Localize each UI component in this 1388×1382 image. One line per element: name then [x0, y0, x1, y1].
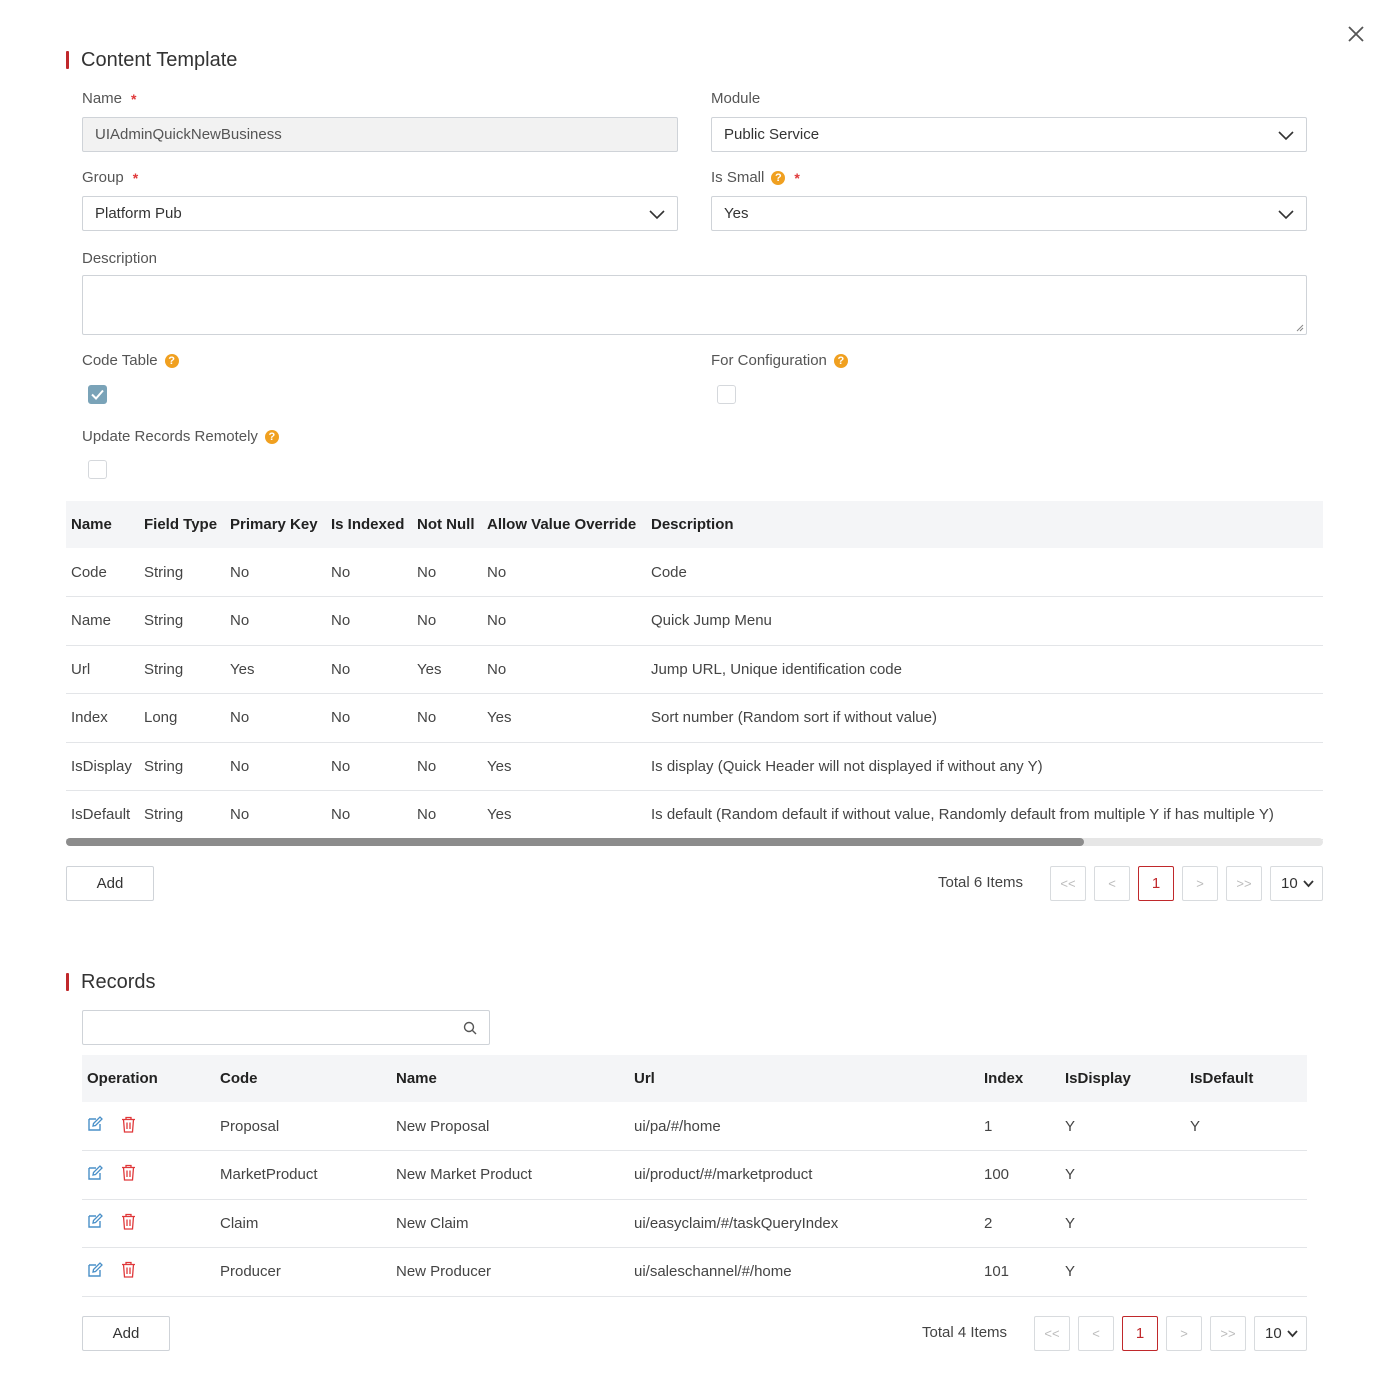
name-label-text: Name	[82, 90, 123, 107]
close-button[interactable]	[1344, 22, 1368, 46]
update-records-checkbox[interactable]	[88, 460, 107, 479]
col-header-allow-value-override[interactable]: Allow Value Override	[482, 501, 646, 548]
cell-name: New Proposal	[391, 1102, 629, 1151]
next-page-button[interactable]: >	[1166, 1316, 1202, 1351]
cell-description: Quick Jump Menu	[646, 597, 1323, 646]
content-template-heading	[66, 48, 237, 72]
cell-url: ui/easyclaim/#/taskQueryIndex	[629, 1199, 979, 1248]
cell-url: ui/product/#/marketproduct	[629, 1151, 979, 1200]
cell-is-indexed: No	[326, 597, 412, 646]
table-row[interactable]	[66, 597, 1323, 646]
name-label	[82, 90, 136, 107]
col-header-description[interactable]: Description	[646, 501, 1323, 548]
last-page-button[interactable]: >>	[1226, 866, 1262, 901]
page-size-select[interactable]	[1254, 1316, 1307, 1351]
col-header-primary-key[interactable]: Primary Key	[225, 501, 326, 548]
edit-icon[interactable]	[87, 1213, 103, 1233]
is-small-select[interactable]	[711, 196, 1307, 231]
heading-accent-bar	[66, 51, 69, 69]
page-size-value: 10	[1281, 875, 1298, 892]
cell-not-null: No	[412, 694, 482, 743]
page-1-button[interactable]: 1	[1122, 1316, 1158, 1351]
cell-is-indexed: No	[326, 645, 412, 694]
horizontal-scrollbar[interactable]	[66, 838, 1323, 846]
name-field[interactable]	[82, 117, 678, 152]
required-mark: *	[132, 169, 139, 186]
cell-index: 2	[979, 1199, 1060, 1248]
fields-total-count: Total 6 Items	[938, 874, 1024, 891]
cell-name: New Market Product	[391, 1151, 629, 1200]
table-row[interactable]	[66, 548, 1323, 597]
cell-primary-key: No	[225, 791, 326, 840]
cell-field-type: Long	[139, 694, 225, 743]
table-row[interactable]	[82, 1151, 1307, 1200]
col-header-name[interactable]: Name	[66, 501, 139, 548]
chevron-down-icon	[1303, 879, 1314, 888]
col-header-isdefault[interactable]: IsDefault	[1185, 1055, 1307, 1102]
records-title: Records	[81, 970, 156, 993]
is-small-select-value: Yes	[724, 205, 749, 222]
cell-name: IsDefault	[66, 791, 139, 840]
cell-allow-value-override: Yes	[482, 742, 646, 791]
add-record-button[interactable]: Add	[82, 1316, 170, 1351]
search-text-input[interactable]	[83, 1011, 443, 1044]
cell-not-null: No	[412, 742, 482, 791]
cell-not-null: No	[412, 791, 482, 840]
cell-isdisplay: Y	[1060, 1199, 1185, 1248]
page-size-value: 10	[1265, 1325, 1282, 1342]
table-row[interactable]	[82, 1199, 1307, 1248]
required-mark: *	[794, 169, 800, 186]
cell-isdefault	[1185, 1151, 1307, 1200]
group-select[interactable]	[82, 196, 678, 231]
edit-icon[interactable]	[87, 1262, 103, 1282]
col-header-field-type[interactable]: Field Type	[139, 501, 225, 548]
cell-is-indexed: No	[326, 548, 412, 597]
cell-is-indexed: No	[326, 742, 412, 791]
cell-index: 101	[979, 1248, 1060, 1297]
edit-icon[interactable]	[87, 1116, 103, 1136]
prev-page-button[interactable]: <	[1078, 1316, 1114, 1351]
table-row[interactable]	[66, 694, 1323, 743]
trash-icon[interactable]	[121, 1261, 136, 1282]
group-label	[82, 169, 138, 186]
cell-index: 1	[979, 1102, 1060, 1151]
col-header-is-indexed[interactable]: Is Indexed	[326, 501, 412, 548]
cell-field-type: String	[139, 791, 225, 840]
table-row[interactable]	[66, 645, 1323, 694]
cell-not-null: No	[412, 548, 482, 597]
last-page-button[interactable]: >>	[1210, 1316, 1246, 1351]
records-heading	[66, 970, 155, 994]
for-configuration-label	[711, 352, 848, 369]
col-header-url[interactable]: Url	[629, 1055, 979, 1102]
group-label-text: Group	[82, 169, 124, 186]
code-table-checkbox[interactable]	[88, 385, 107, 404]
cell-url: ui/saleschannel/#/home	[629, 1248, 979, 1297]
cell-isdisplay: Y	[1060, 1151, 1185, 1200]
cell-name: IsDisplay	[66, 742, 139, 791]
for-configuration-label-text: For Configuration	[711, 352, 827, 369]
table-row[interactable]	[82, 1248, 1307, 1297]
table-row[interactable]	[66, 791, 1323, 840]
add-field-button[interactable]: Add	[66, 866, 154, 901]
cell-name: Name	[66, 597, 139, 646]
description-label	[82, 250, 157, 267]
col-header-name[interactable]: Name	[391, 1055, 629, 1102]
cell-operation	[82, 1199, 215, 1248]
page-size-select[interactable]	[1270, 866, 1323, 901]
col-header-isdisplay[interactable]: IsDisplay	[1060, 1055, 1185, 1102]
description-textarea[interactable]	[82, 275, 1307, 335]
cell-isdefault	[1185, 1199, 1307, 1248]
cell-primary-key: Yes	[225, 645, 326, 694]
checkmark-icon	[91, 389, 104, 400]
update-records-label	[82, 428, 279, 445]
module-select-value: Public Service	[724, 126, 820, 143]
module-label	[711, 90, 760, 107]
cell-allow-value-override: No	[482, 548, 646, 597]
is-small-label-text: Is Small	[711, 169, 765, 186]
chevron-down-icon	[1278, 207, 1294, 221]
cell-description: Is display (Quick Header will not displayed if without any Y)	[646, 742, 1323, 791]
cell-operation	[82, 1102, 215, 1151]
cell-index: 100	[979, 1151, 1060, 1200]
cell-isdefault: Y	[1185, 1102, 1307, 1151]
required-mark: *	[131, 90, 137, 107]
cell-allow-value-override: No	[482, 597, 646, 646]
table-row[interactable]	[66, 742, 1323, 791]
page-1-button[interactable]: 1	[1138, 866, 1174, 901]
cell-name: New Claim	[391, 1199, 629, 1248]
first-page-button[interactable]: <<	[1050, 866, 1086, 901]
resize-grip-icon[interactable]	[1296, 324, 1304, 332]
cell-description: Is default (Random default if without value, Randomly default from multiple Y if has multiple Y)	[646, 791, 1323, 840]
for-configuration-checkbox[interactable]	[717, 385, 736, 404]
trash-icon[interactable]	[121, 1213, 136, 1234]
name-field-value: UIAdminQuickNewBusiness	[95, 126, 282, 143]
help-icon[interactable]: ?	[165, 354, 179, 368]
cell-operation	[82, 1248, 215, 1297]
help-icon[interactable]: ?	[834, 354, 848, 368]
fields-table-header	[66, 501, 1323, 548]
cell-name: Url	[66, 645, 139, 694]
cell-not-null: Yes	[412, 645, 482, 694]
cell-allow-value-override: Yes	[482, 791, 646, 840]
cell-name: Code	[66, 548, 139, 597]
help-icon[interactable]: ?	[771, 171, 785, 185]
chevron-down-icon	[649, 207, 665, 221]
page-title: Content Template	[81, 48, 238, 71]
cell-description: Sort number (Random sort if without value)	[646, 694, 1323, 743]
cell-operation	[82, 1151, 215, 1200]
col-header-code[interactable]: Code	[215, 1055, 391, 1102]
cell-field-type: String	[139, 645, 225, 694]
col-header-operation: Operation	[82, 1055, 215, 1102]
cell-field-type: String	[139, 548, 225, 597]
cell-isdefault	[1185, 1248, 1307, 1297]
cell-code: Claim	[215, 1199, 391, 1248]
cell-isdisplay: Y	[1060, 1102, 1185, 1151]
cell-code: MarketProduct	[215, 1151, 391, 1200]
records-table-header	[82, 1055, 1307, 1102]
cell-description: Code	[646, 548, 1323, 597]
cell-url: ui/pa/#/home	[629, 1102, 979, 1151]
module-select[interactable]	[711, 117, 1307, 152]
prev-page-button[interactable]: <	[1094, 866, 1130, 901]
search-icon[interactable]	[463, 1021, 477, 1035]
cell-primary-key: No	[225, 694, 326, 743]
records-table	[82, 1055, 1307, 1297]
group-select-value: Platform Pub	[95, 205, 182, 222]
cell-allow-value-override: Yes	[482, 694, 646, 743]
scrollbar-thumb[interactable]	[66, 838, 1084, 846]
next-page-button[interactable]: >	[1182, 866, 1218, 901]
cell-primary-key: No	[225, 742, 326, 791]
col-header-not-null[interactable]: Not Null	[412, 501, 482, 548]
cell-allow-value-override: No	[482, 645, 646, 694]
cell-isdisplay: Y	[1060, 1248, 1185, 1297]
trash-icon[interactable]	[121, 1116, 136, 1137]
close-icon	[1344, 22, 1368, 46]
cell-field-type: String	[139, 742, 225, 791]
edit-icon[interactable]	[87, 1165, 103, 1185]
cell-is-indexed: No	[326, 694, 412, 743]
first-page-button[interactable]: <<	[1034, 1316, 1070, 1351]
fields-table	[66, 501, 1323, 840]
cell-field-type: String	[139, 597, 225, 646]
cell-name: Index	[66, 694, 139, 743]
description-label-text: Description	[82, 250, 158, 267]
cell-primary-key: No	[225, 597, 326, 646]
cell-code: Proposal	[215, 1102, 391, 1151]
records-total-count: Total 4 Items	[922, 1324, 1008, 1341]
cell-code: Producer	[215, 1248, 391, 1297]
records-search-input[interactable]	[82, 1010, 490, 1045]
cell-primary-key: No	[225, 548, 326, 597]
col-header-index[interactable]: Index	[979, 1055, 1060, 1102]
chevron-down-icon	[1287, 1329, 1298, 1338]
help-icon[interactable]: ?	[265, 430, 279, 444]
module-label-text: Module	[711, 90, 761, 107]
code-table-label-text: Code Table	[82, 352, 158, 369]
chevron-down-icon	[1278, 128, 1294, 142]
table-row[interactable]	[82, 1102, 1307, 1151]
trash-icon[interactable]	[121, 1164, 136, 1185]
heading-accent-bar	[66, 973, 69, 991]
cell-not-null: No	[412, 597, 482, 646]
is-small-label	[711, 169, 800, 186]
cell-description: Jump URL, Unique identification code	[646, 645, 1323, 694]
update-records-label-text: Update Records Remotely	[82, 428, 258, 445]
cell-is-indexed: No	[326, 791, 412, 840]
cell-name: New Producer	[391, 1248, 629, 1297]
code-table-label	[82, 352, 179, 369]
